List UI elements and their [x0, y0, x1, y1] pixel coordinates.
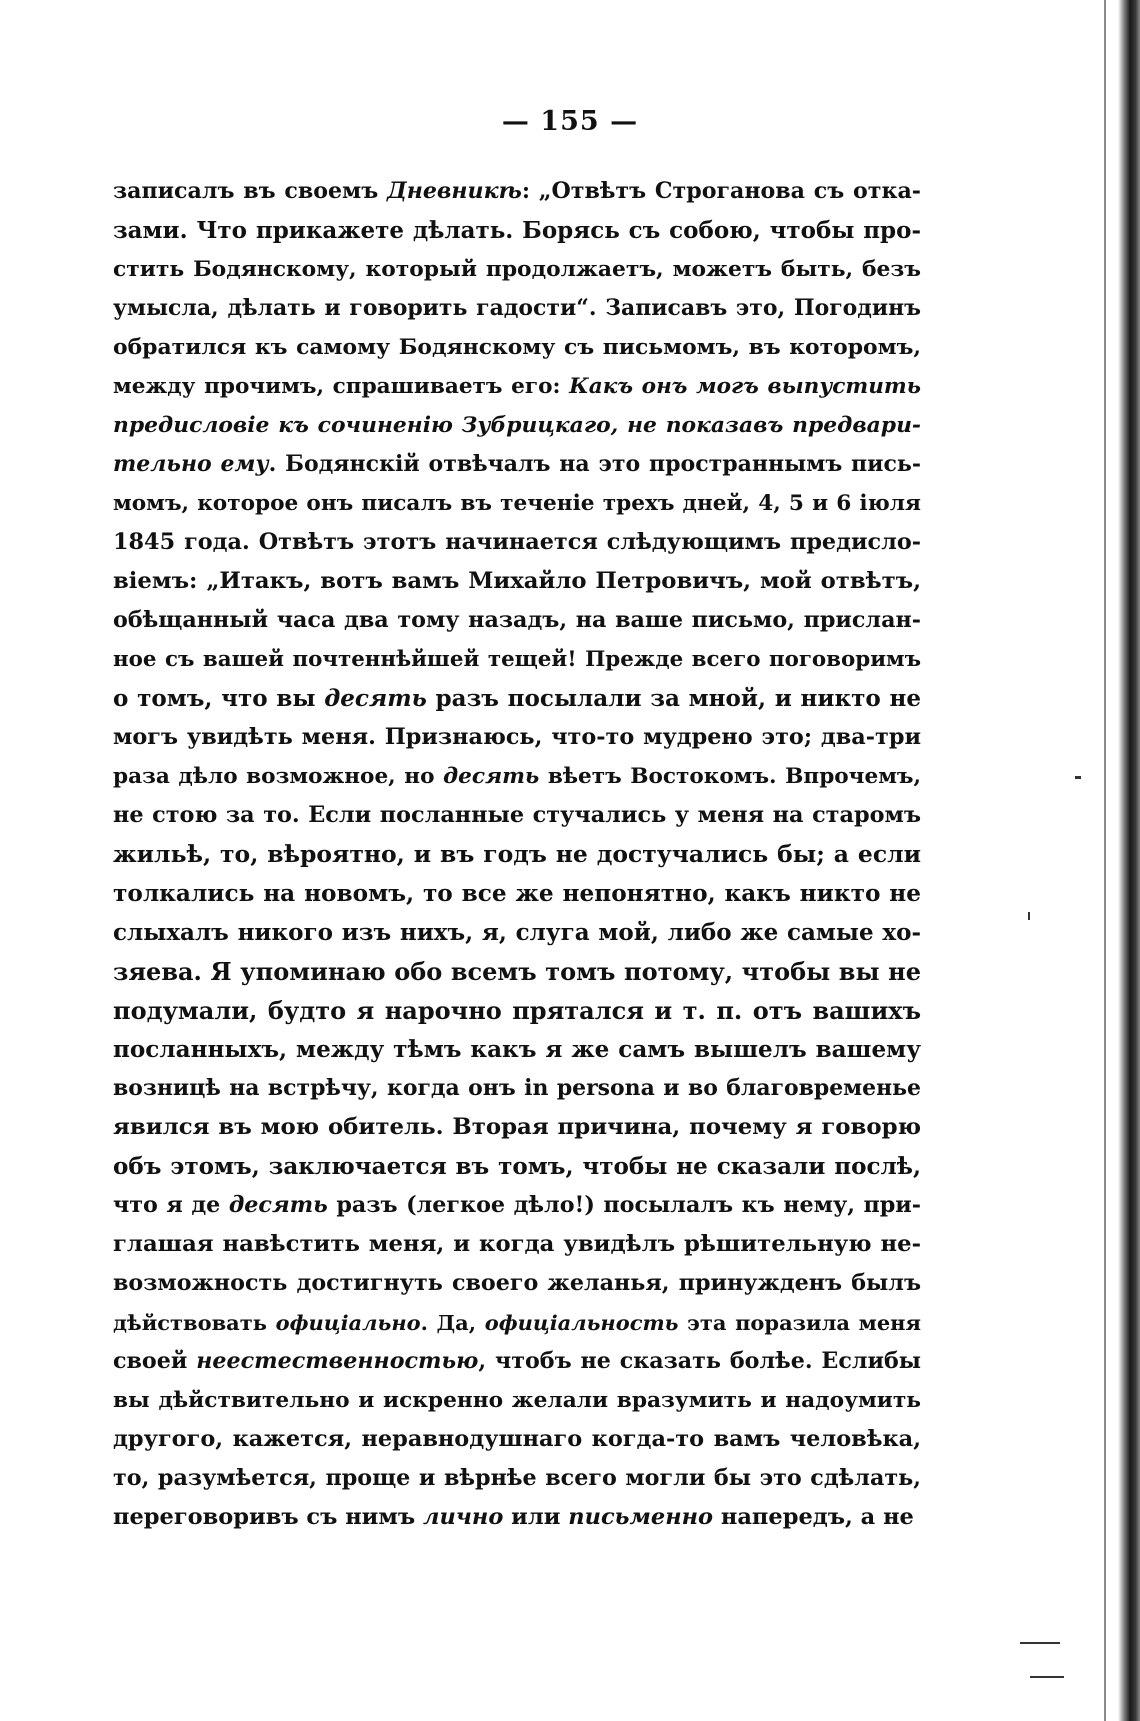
- text-segment: ное съ вашей почтеннѣйшей тещей! Прежде всего поговоримъ: [113, 647, 921, 672]
- text-segment: віемъ: „Итакъ, вотъ вамъ Михайло Петровичъ, мой отвѣтъ,: [113, 568, 921, 594]
- text-segment: разъ посылали за мной, и никто не: [426, 685, 921, 712]
- text-line: [113, 328, 921, 367]
- text-line: [113, 1459, 921, 1498]
- text-segment: не стою за то. Если посланные стучались у меня на старомъ: [113, 802, 921, 828]
- text-segment: могъ увидѣть меня. Признаюсь, что-то мудрено это; два-три: [113, 724, 921, 750]
- text-line: [113, 1225, 921, 1264]
- italic-text: письменно: [568, 1504, 714, 1530]
- text-segment: переговоривъ съ нимъ: [113, 1504, 424, 1530]
- text-segment: . Да,: [420, 1310, 485, 1335]
- text-segment: о томъ, что вы: [113, 685, 325, 712]
- text-segment: напередъ, а не: [713, 1504, 914, 1530]
- text-segment: посланныхъ, между тѣмъ какъ я же самъ вышелъ вашему: [113, 1036, 921, 1063]
- scan-edge-shadow: [1118, 0, 1140, 1721]
- text-segment: момъ, которое онъ писалъ въ теченіе трехъ дней, 4, 5 и 6 іюля: [113, 491, 921, 516]
- text-segment: глашая навѣстить меня, и когда увидѣлъ рѣшительную не-: [113, 1231, 921, 1257]
- text-segment: возможность достигнуть своего желанья, принужденъ былъ: [113, 1270, 921, 1296]
- text-line: [113, 523, 921, 562]
- text-segment: объ этомъ, заключается въ томъ, чтобы не сказали послѣ,: [113, 1153, 921, 1180]
- text-line: [113, 1108, 921, 1147]
- text-line: [113, 1420, 921, 1459]
- text-line: [113, 679, 921, 718]
- text-segment: эта поразила меня: [678, 1310, 921, 1335]
- text-segment: обѣщанный часа два тому назадъ, на ваше письмо, прислан-: [113, 607, 921, 633]
- text-segment: 1845 года. Отвѣтъ этотъ начинается слѣдующимъ предисло-: [113, 529, 921, 555]
- text-line: [113, 406, 921, 445]
- text-line: [113, 250, 921, 289]
- text-segment: подумали, будто я нарочно прятался и т. п. отъ вашихъ: [113, 996, 921, 1025]
- text-line: [113, 562, 921, 601]
- text-line: [113, 1498, 921, 1537]
- text-line: [113, 1381, 921, 1420]
- italic-text: офиціальность: [484, 1310, 679, 1335]
- text-segment: записалъ въ своемъ: [113, 178, 388, 204]
- scan-speck: [1028, 912, 1030, 920]
- text-segment: явился въ мою обитель. Вторая причина, почему я говорю: [113, 1114, 921, 1140]
- text-line: [113, 1030, 921, 1069]
- scan-speck: [1030, 1676, 1064, 1678]
- text-line: [113, 172, 921, 211]
- italic-text: лично: [423, 1504, 504, 1530]
- text-line: [113, 913, 921, 952]
- italic-text: десять: [443, 764, 540, 789]
- text-line: [113, 1342, 921, 1381]
- text-segment: дѣйствовать: [113, 1310, 276, 1335]
- text-line: [113, 445, 921, 484]
- text-line: [113, 991, 921, 1030]
- text-segment: жильѣ, то, вѣроятно, и въ годъ не достучались бы; а если: [113, 840, 921, 868]
- text-line: [113, 1264, 921, 1303]
- text-line: [113, 367, 921, 406]
- text-line: [113, 952, 921, 991]
- italic-text: десять: [324, 685, 427, 712]
- text-line: [113, 757, 921, 796]
- italic-text: Дневникѣ: [387, 178, 522, 204]
- text-line: [113, 835, 921, 874]
- text-line: [113, 484, 921, 523]
- text-segment: зами. Что прикажете дѣлать. Борясь съ собою, чтобы про-: [113, 217, 921, 244]
- scan-speck: [1020, 1642, 1060, 1644]
- text-segment: что я де: [113, 1192, 229, 1218]
- text-line: [113, 211, 921, 250]
- text-segment: вѣетъ Востокомъ. Впрочемъ,: [539, 764, 921, 789]
- italic-text: предисловіе къ сочиненію Зубрицкаго, не показавъ предвари-: [113, 413, 921, 438]
- text-line: [113, 796, 921, 835]
- italic-text: Какъ онъ могъ выпустить: [569, 374, 921, 399]
- text-line: [113, 289, 921, 328]
- text-line: [113, 1069, 921, 1108]
- text-line: [113, 640, 921, 679]
- italic-text: десять: [228, 1192, 328, 1218]
- text-segment: раза дѣло возможное, но: [113, 764, 444, 789]
- text-line: [113, 1303, 921, 1342]
- text-line: [113, 718, 921, 757]
- text-line: [113, 601, 921, 640]
- italic-text: тельно ему: [113, 451, 269, 477]
- text-segment: обратился къ самому Бодянскому съ письмомъ, въ которомъ,: [113, 334, 921, 360]
- text-segment: , чтобъ не сказать болѣе. Еслибы: [478, 1348, 921, 1374]
- text-segment: то, разумѣется, проще и вѣрнѣе всего могли бы это сдѣлать,: [113, 1465, 921, 1491]
- text-segment: разъ (легкое дѣло!) посылалъ къ нему, при-: [327, 1192, 921, 1218]
- text-segment: . Бодянскій отвѣчалъ на это пространнымъ пись-: [268, 451, 921, 477]
- page-number: — 155 —: [501, 106, 639, 137]
- text-segment: стить Бодянскому, который продолжаетъ, можетъ быть, безъ: [113, 257, 921, 282]
- text-segment: возницѣ на встрѣчу, когда онъ in persona и во благовременье: [113, 1075, 921, 1101]
- text-segment: толкались на новомъ, то все же непонятно, какъ никто не: [113, 880, 921, 907]
- text-segment: или: [503, 1504, 569, 1530]
- text-segment: умысла, дѣлать и говорить гадости“. Записавъ это, Погодинъ: [113, 295, 921, 321]
- text-segment: между прочимъ, спрашиваетъ его:: [113, 374, 570, 399]
- text-segment: зяева. Я упоминаю обо всемъ томъ потому, чтобы вы не: [113, 957, 921, 986]
- body-text: [113, 172, 921, 1537]
- text-line: [113, 1147, 921, 1186]
- text-segment: : „Отвѣтъ Строганова съ отка-: [521, 178, 921, 204]
- text-line: [113, 1186, 921, 1225]
- scan-edge-line: [1104, 0, 1106, 1721]
- text-line: [113, 874, 921, 913]
- italic-text: неестественностью: [196, 1348, 479, 1374]
- scan-speck: [1075, 776, 1081, 779]
- text-segment: своей: [113, 1348, 197, 1374]
- text-segment: другого, кажется, неравнодушнаго когда-то вамъ человѣка,: [113, 1426, 921, 1452]
- text-segment: вы дѣйствительно и искренно желали вразумить и надоумить: [113, 1388, 921, 1413]
- italic-text: офиціально: [275, 1310, 421, 1335]
- text-segment: слыхалъ никого изъ нихъ, я, слуга мой, либо же самые хо-: [113, 919, 921, 946]
